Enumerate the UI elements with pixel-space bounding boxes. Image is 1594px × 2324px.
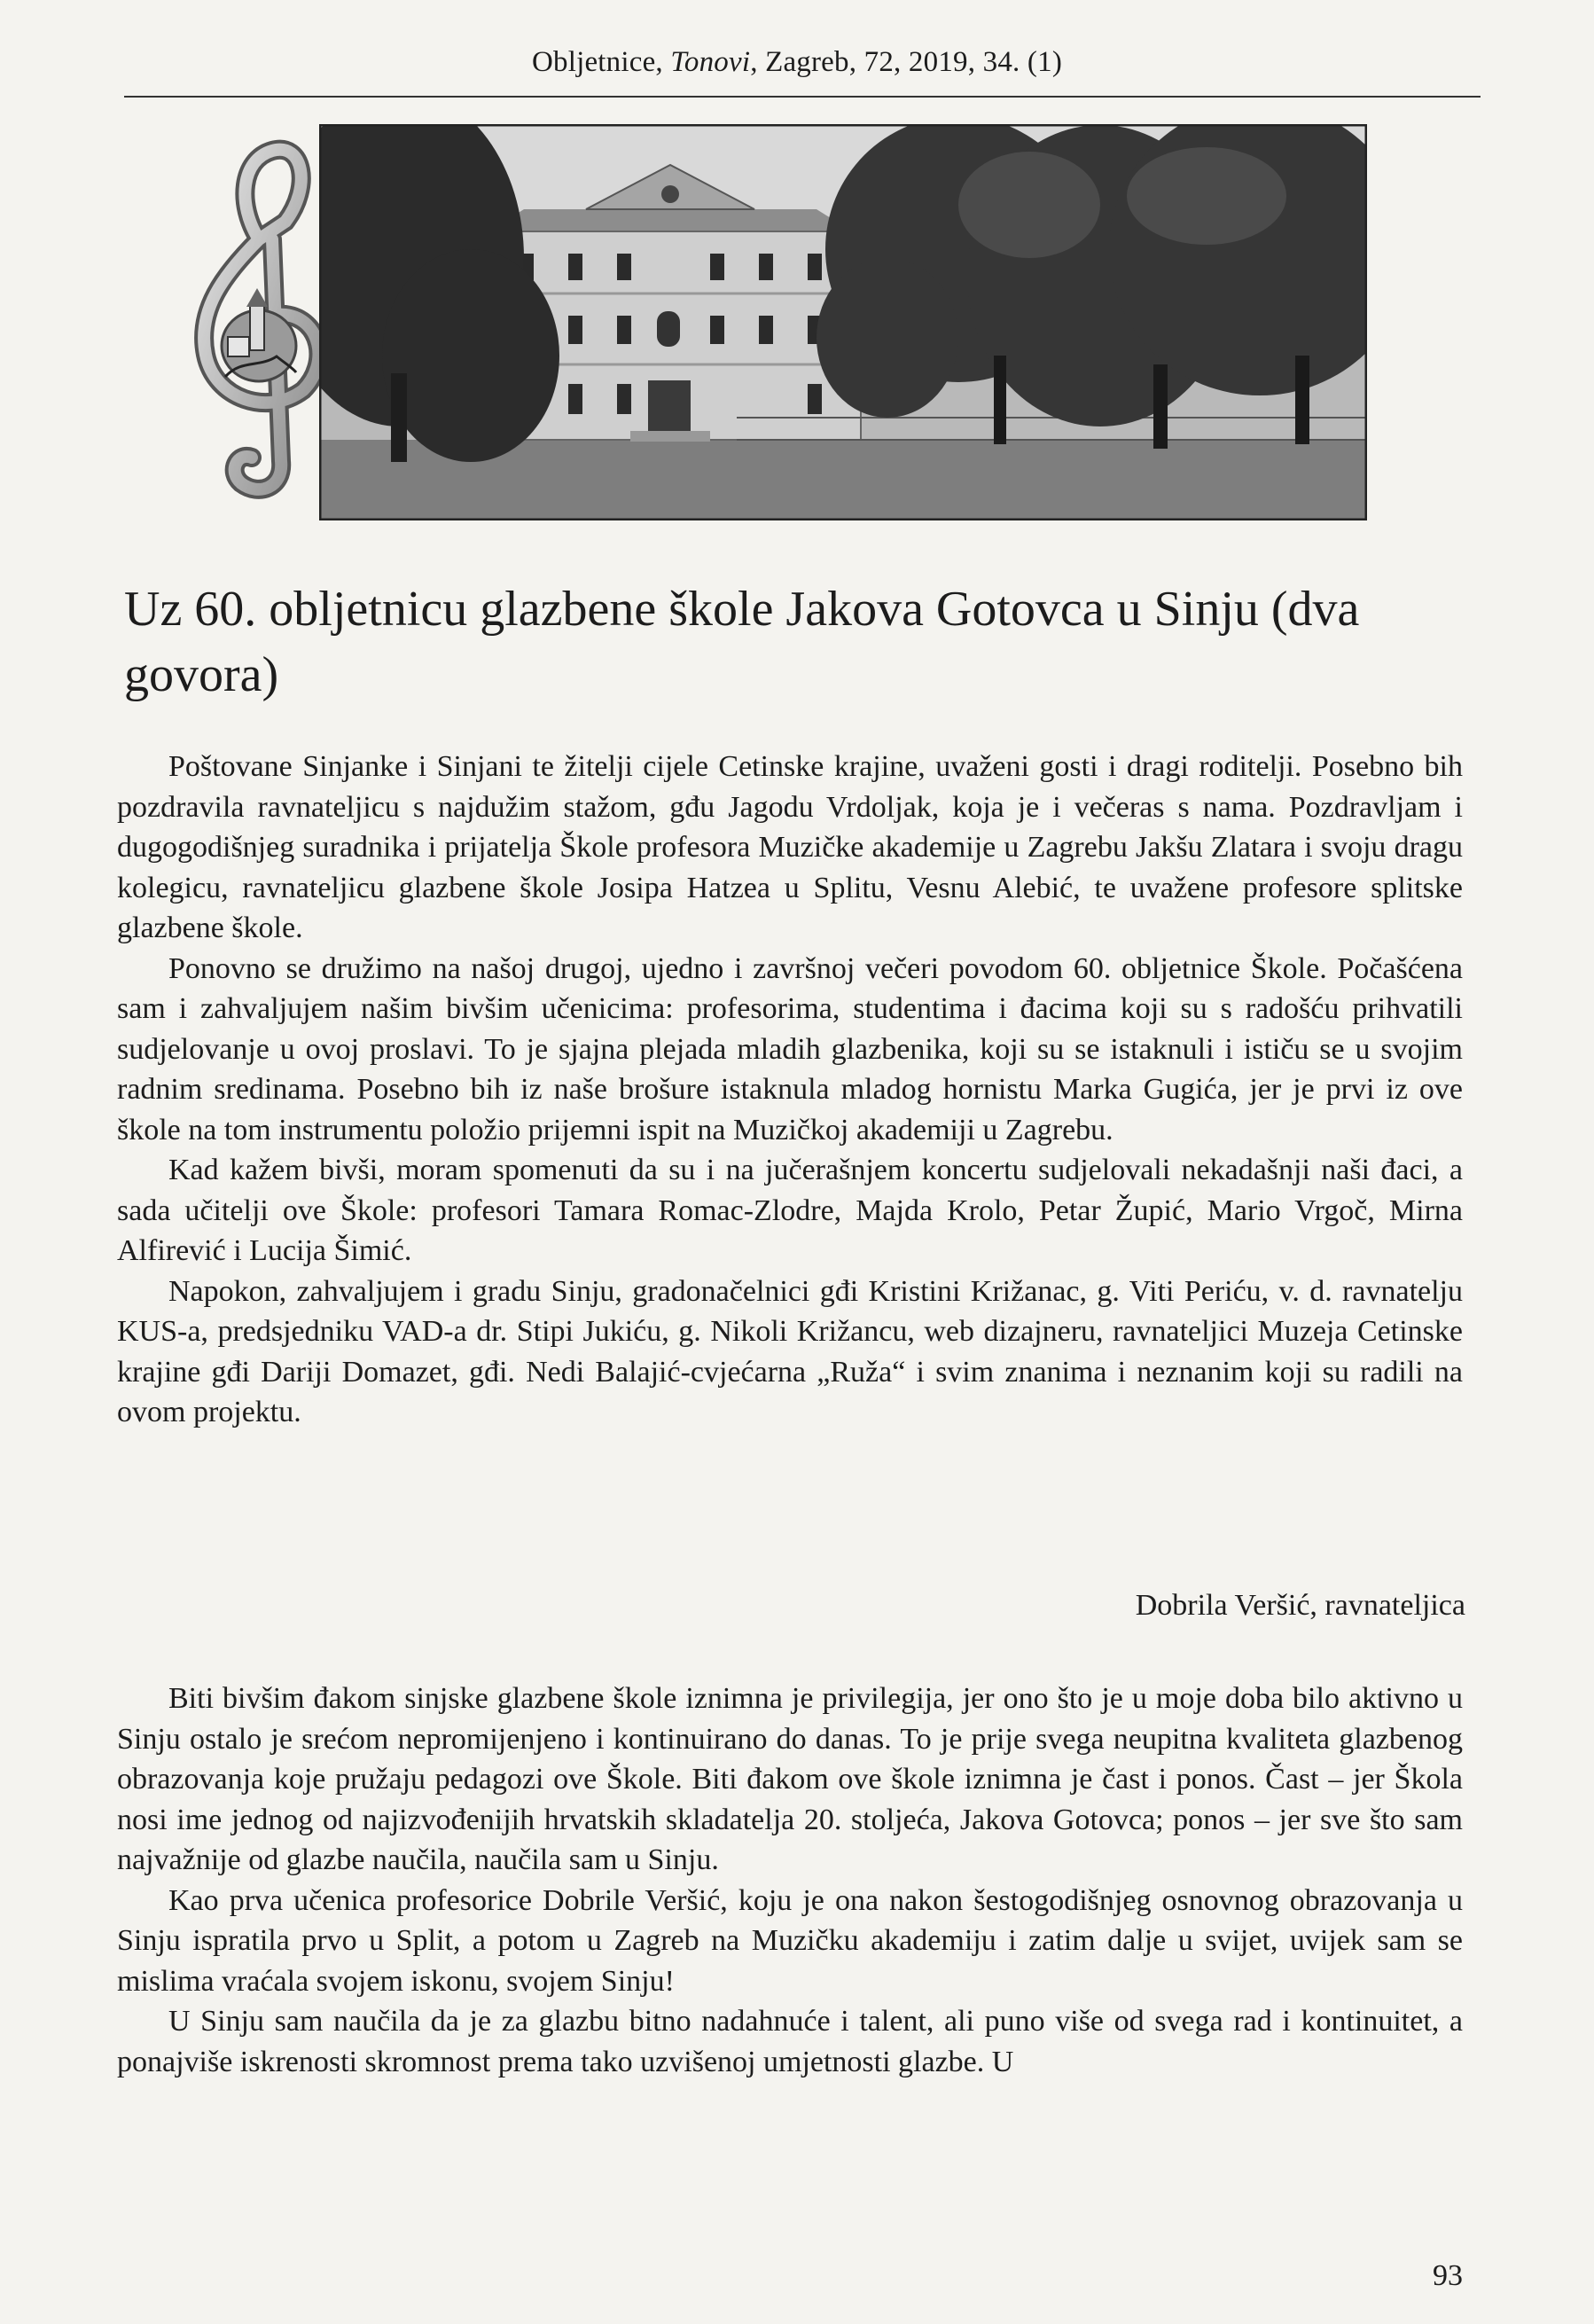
- speech2-paragraph: Biti bivšim đakom sinjske glazbene škole iznimna je privilegija, jer ono što je u moje doba bilo aktivno u Sinju ostalo je srećom nepromijenjeno i kontinuirano do danas. To je prije svega neupitna kvaliteta glazbenog obrazovanja koje pružaju pedagozi ove Škole. Biti đakom ove škole iznimna je čast i ponos. Čast – jer Škola nosi ime jednog od najizvođenijih hrvatskih skladatelja 20. stoljeća, Jakova Gotovca; ponos – jer sve što sam najvažnije od glazbe naučila, naučila sam u Sinju.: [117, 1682, 1463, 1876]
- speech2-paragraph: U Sinju sam naučila da je za glazbu bitno nadahnuće i talent, ali puno više od svega rad i kontinuitet, a ponajviše iskrenosti skromnost prema tako uzvišenoj umjetnosti glazbe. U: [117, 2005, 1463, 2078]
- speech1-paragraph: Napokon, zahvaljujem i gradu Sinju, gradonačelnici gđi Kristini Križanac, g. Viti Periću, v. d. ravnatelju KUS-a, predsjedniku VAD-a dr. Stipi Jukiću, g. Nikoli Križancu, web dizajneru, ravnateljici Muzeja Cetinske krajine gđi Dariji Domazet, gđi. Nedi Balajić-cvjećarna „Ruža“ i svim znanima i neznanim koji su radili na ovom projektu.: [117, 1274, 1463, 1428]
- treble-clef-logo-icon: [188, 124, 334, 505]
- speech1-paragraph: Ponovno se družimo na našoj drugoj, ujedno i završnoj večeri povodom 60. obljetnice Škole. Počašćena sam i zahvaljujem našim bivšim učenicima: profesorima, studentima i đacima koji su s radošću prihvatili sudjelovanje u ovoj proslavi. To je sjajna plejada mladih glazbenika, koji su se istaknuli i ističu se u svojim radnim sredinama. Posebno bih iz naše brošure istaknula mladog hornistu Marka Gugića, jer je prvi iz ove škole na tom instrumentu položio prijemni ispit na Muzičkoj akademiji u Zagrebu.: [117, 951, 1463, 1146]
- speech1-signature: Dobrila Veršić, ravnateljica: [1135, 1589, 1465, 1622]
- first-speech: [117, 747, 1463, 1433]
- header-suffix: , Zagreb, 72, 2019, 34. (1): [750, 46, 1063, 78]
- second-speech: [117, 1678, 1463, 2082]
- header-rule: [124, 96, 1481, 98]
- header-prefix: Obljetnice,: [531, 46, 671, 78]
- speech1-paragraph: Poštovane Sinjanke i Sinjani te žitelji cijele Cetinske krajine, uvaženi gosti i dragi roditelji. Posebno bih pozdravila ravnateljicu s najdužim stažom, gđu Jagodu Vrdoljak, koja je i večeras s nama. Pozdravljam i dugogodišnjeg suradnika i prijatelja Škole profesora Muzičke akademije u Zagrebu Jakšu Zlatara i svoju dragu kolegicu, ravnateljicu glazbene škole Josipa Hatzea u Splitu, Vesnu Alebić, te uvažene profesore splitske glazbene škole.: [117, 750, 1463, 944]
- school-building-photo: [319, 124, 1367, 520]
- running-header: [0, 46, 1594, 79]
- header-journal-name: Tonovi: [670, 46, 751, 78]
- page-number: 93: [1433, 2259, 1463, 2292]
- speech1-paragraph: Kad kažem bivši, moram spomenuti da su i na jučerašnjem koncertu sudjelovali nekadašnji naši đaci, a sada učitelji ove Škole: profesori Tamara Romac-Zlodre, Majda Krolo, Petar Župić, Mario Vrgoč, Mirna Alfirević i Lucija Šimić.: [117, 1154, 1463, 1267]
- article-title: Uz 60. obljetnicu glazbene škole Jakova Gotovca u Sinju (dva govora): [124, 582, 1360, 702]
- speech2-paragraph: Kao prva učenica profesorice Dobrile Veršić, koju je ona nakon šestogodišnjeg osnovnog obrazovanja u Sinju ispratila prvo u Split, a potom u Zagreb na Muzičku akademiju i zatim dalje u svijet, uvijek sam se mislima vraćala svojem iskonu, svojem Sinju!: [117, 1883, 1463, 1998]
